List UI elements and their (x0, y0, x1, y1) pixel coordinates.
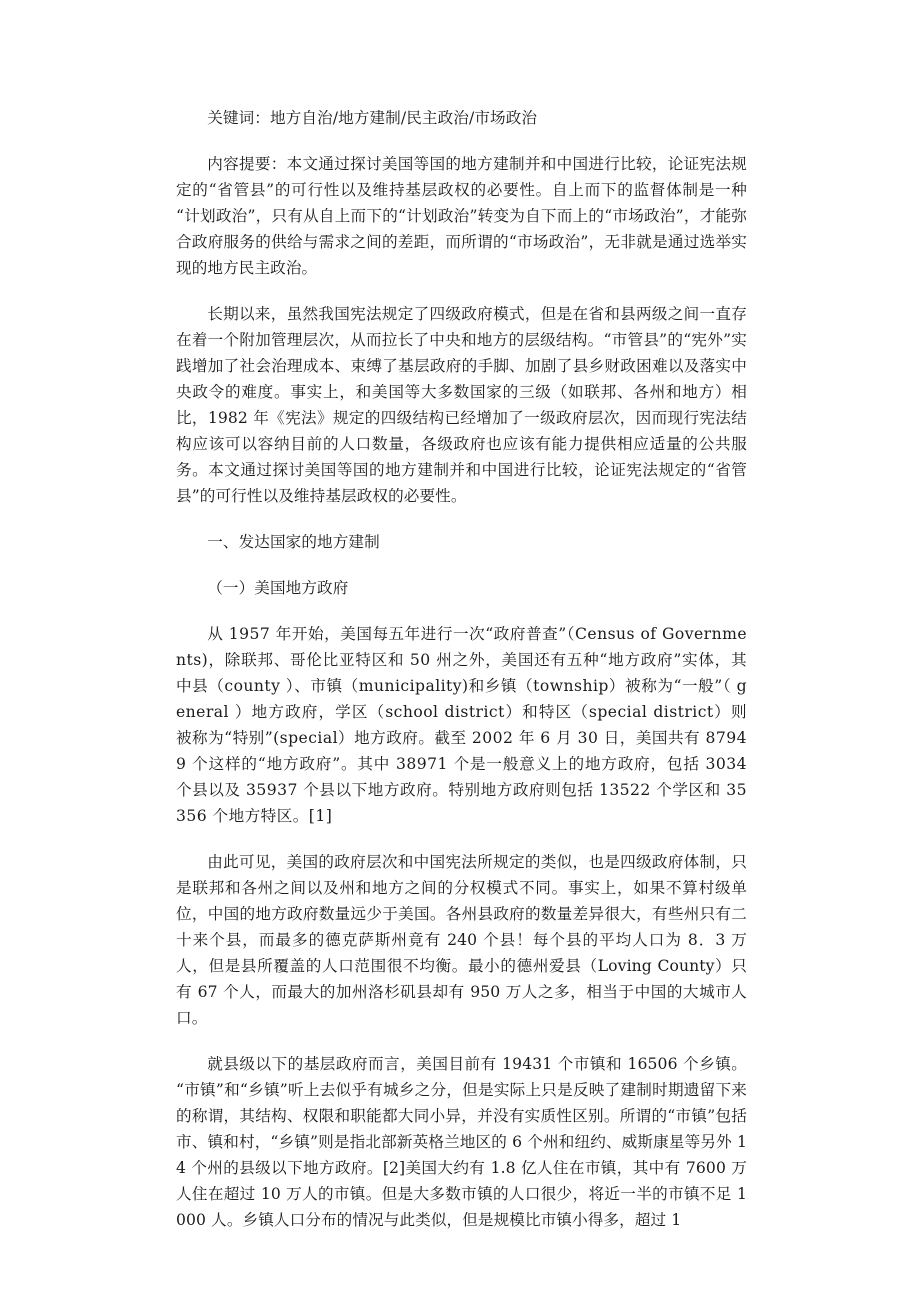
grassroots-government-paragraph: 就县级以下的基层政府而言，美国目前有 19431 个市镇和 16506 个乡镇。“市镇”和“乡镇”听上去似乎有城乡之分，但是实际上只是反映了建制时期遗留下来的称谓，其结构、权限和职能都大同小异，并没有实质性区别。所谓的“市镇”包括市、镇和村，“乡镇”则是指北部新英格兰地区的 6 个州和纽约、威斯康星等另外 14 个州的县级以下地方政府。[2]美国大约有 1.8 亿人住在市镇，其中有 7600 万人住在超过 10 万人的市镇。但是大多数市镇的人口很少，将近一半的市镇不足 1000 人。乡镇人口分布的情况与此类似，但是规模比市镇小得多，超过 1 (176, 1055, 747, 1229)
comparison-paragraph: 由此可见，美国的政府层次和中国宪法所规定的类似，也是四级政府体制，只是联邦和各州之间以及州和地方之间的分权模式不同。事实上，如果不算村级单位，中国的地方政府数量远少于美国。各州县政府的数量差异很大，有些州只有二十来个县，而最多的德克萨斯州竟有 240 个县！每个县的平均人口为 8．3 万人，但是县所覆盖的人口范围很不均衡。最小的德州爱县（Loving County）只有 67 个人，而最大的加州洛杉矶县却有 950 万人之多，相当于中国的大城市人口。 (176, 853, 747, 1027)
subsection-heading-1-1: （一）美国地方政府 (207, 579, 349, 597)
introduction-paragraph: 长期以来，虽然我国宪法规定了四级政府模式，但是在省和县两级之间一直存在着一个附加管理层次，从而拉长了中央和地方的层级结构。“市管县”的“宪外”实践增加了社会治理成本、束缚了基层政府的手脚、加剧了县乡财政困难以及落实中央政令的难度。事实上，和美国等大多数国家的三级（如联邦、各州和地方）相比，1982 年《宪法》规定的四级结构已经增加了一级政府层次，因而现行宪法结构应该可以容纳目前的人口数量，各级政府也应该有能力提供相应适量的公共服务。本文通过探讨美国等国的地方建制并和中国进行比较，论证宪法规定的“省管县”的可行性以及维持基层政权的必要性。 (176, 305, 747, 505)
keywords-line: 关键词：地方自治/地方建制/民主政治/市场政治 (207, 109, 538, 127)
document-text-body (176, 105, 747, 1233)
abstract-paragraph: 内容提要：本文通过探讨美国等国的地方建制并和中国进行比较，论证宪法规定的“省管县”的可行性以及维持基层政权的必要性。自上而下的监督体制是一种“计划政治”，只有从自上而下的“计划政治”转变为自下而上的“市场政治”，才能弥合政府服务的供给与需求之间的差距，而所谓的“市场政治”，无非就是通过选举实现的地方民主政治。 (176, 155, 747, 277)
census-paragraph: 从 1957 年开始，美国每五年进行一次“政府普查”（Census of Governments)，除联邦、哥伦比亚特区和 50 州之外，美国还有五种“地方政府”实体，其中县（county ）、市镇（municipality)和乡镇（township）被称为“一般”（ general ）地方政府，学区（school district）和特区（special district）则被称为“特别”(special）地方政府。截至 2002 年 6 月 30 日，美国共有 87949 个这样的“地方政府”。其中 38971 个是一般意义上的地方政府，包括 3034 个县以及 35937 个县以下地方政府。特别地方政府则包括 13522 个学区和 35356 个地方特区。[1] (176, 625, 747, 825)
section-heading-1: 一、发达国家的地方建制 (207, 533, 380, 551)
